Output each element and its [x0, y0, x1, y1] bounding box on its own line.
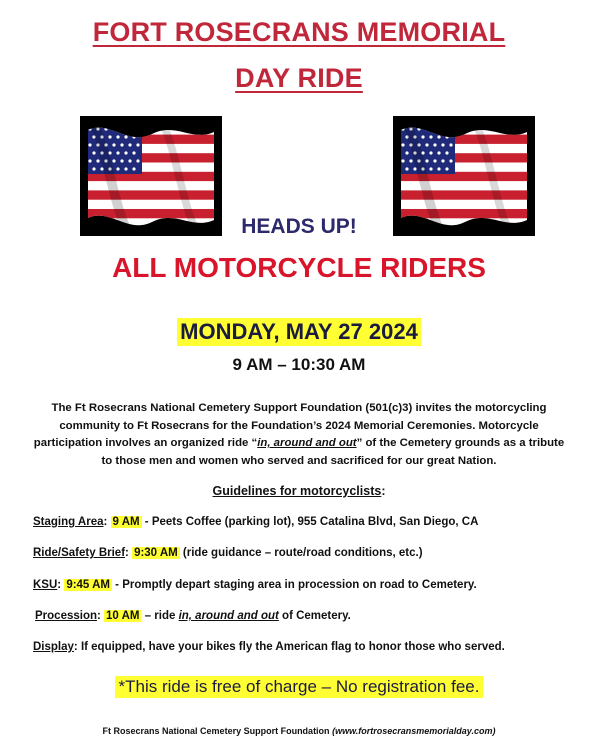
- title-line-2: DAY RIDE: [235, 63, 363, 93]
- footer: [0, 726, 598, 736]
- intro-paragraph: [30, 400, 568, 470]
- guidelines-colon: :: [381, 484, 386, 498]
- ksu-sep: :: [57, 579, 65, 591]
- procession-text-1: – ride: [141, 610, 179, 622]
- free-of-charge-note: *This ride is free of charge – No registration fee.: [115, 676, 484, 698]
- staging-text: - Peets Coffee (parking lot), 955 Catalina Blvd, San Diego, CA: [141, 516, 479, 528]
- staging-label: Staging Area: [33, 516, 104, 528]
- event-date: MONDAY, MAY 27 2024: [177, 318, 421, 346]
- event-time: 9 AM – 10:30 AM: [232, 355, 366, 374]
- guidelines-heading-text: Guidelines for motorcyclists: [212, 484, 382, 498]
- brief-label: Ride/Safety Brief: [33, 547, 126, 559]
- guideline-procession: [35, 610, 351, 622]
- procession-time: 10 AM: [106, 610, 140, 622]
- guidelines-heading: [0, 484, 598, 498]
- guideline-staging: [33, 516, 478, 528]
- ksu-time: 9:45 AM: [66, 579, 110, 591]
- procession-label: Procession: [35, 610, 97, 622]
- all-riders-heading: ALL MOTORCYCLE RIDERS: [112, 252, 486, 283]
- procession-emphasis: in, around and out: [178, 610, 279, 622]
- footer-org: Ft Rosecrans National Cemetery Support Foundation: [102, 726, 330, 736]
- brief-time: 9:30 AM: [134, 547, 178, 559]
- display-label: Display: [33, 641, 74, 653]
- staging-time: 9 AM: [112, 516, 140, 528]
- staging-sep: :: [103, 516, 111, 528]
- footer-website: (www.fortrosecransmemorialday.com): [332, 726, 496, 736]
- title-line-1: FORT ROSECRANS MEMORIAL: [92, 17, 506, 47]
- intro-text-1: The Ft Rosecrans National Cemetery Support Foundation (501(c)3) invites the motorcycling community to Ft Rosecrans for the Foundation’s 2024 Memorial Ceremonies. Motorcycle participation involves an organized ride “: [33, 402, 547, 449]
- procession-text-2: of Cemetery.: [278, 610, 351, 622]
- intro-emphasis: in, around and out: [257, 437, 357, 449]
- guideline-display: [33, 641, 505, 653]
- intro-text-2: ” of the Cemetery grounds as a tribute to those men and women who served and sacrificed for our great Nation.: [101, 437, 565, 467]
- guideline-ksu: [33, 579, 477, 591]
- brief-sep: :: [125, 547, 133, 559]
- ksu-label: KSU: [33, 579, 58, 591]
- display-text: : If equipped, have your bikes fly the American flag to honor those who served.: [73, 641, 505, 653]
- ksu-text: - Promptly depart staging area in procession on road to Cemetery.: [111, 579, 477, 591]
- heads-up-text: HEADS UP!: [241, 215, 357, 238]
- procession-sep: :: [97, 610, 105, 622]
- brief-text: (ride guidance – route/road conditions, etc.): [179, 547, 423, 559]
- guideline-brief: [33, 547, 423, 559]
